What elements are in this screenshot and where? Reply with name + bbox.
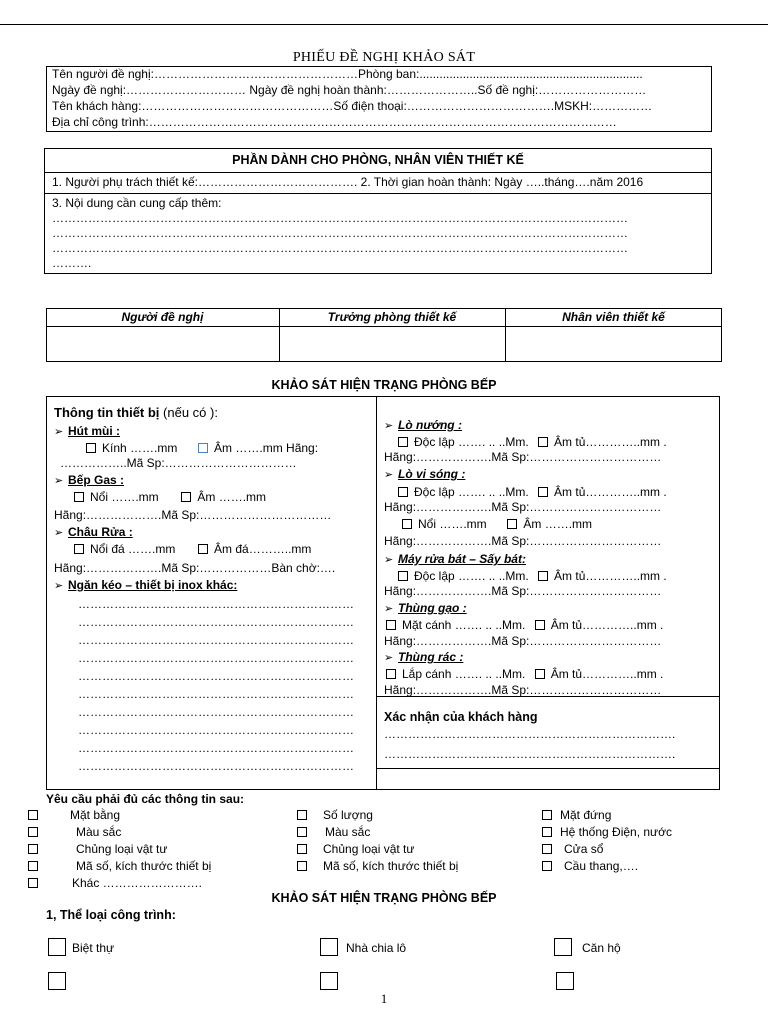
signature-header-rule <box>46 326 722 327</box>
building-extra-checkbox-1[interactable] <box>48 972 66 990</box>
design-dots-1: ……………………………………………………………………………………………………………………………… <box>52 211 628 225</box>
lo-nuong-doclap-checkbox[interactable] <box>398 437 408 447</box>
hut-mui-kinh-checkbox[interactable] <box>86 443 96 453</box>
survey-bottom-rule <box>376 768 720 769</box>
thung-gao-amtu-label: Âm tủ…………..mm . <box>550 618 664 632</box>
req-col1-item <box>28 842 211 859</box>
lo-nuong-amtu-checkbox[interactable] <box>538 437 548 447</box>
customer-confirm-dots-1: ………………………………………………………………. <box>384 727 676 741</box>
thung-rac-heading <box>384 650 463 665</box>
requirements-col2 <box>297 808 458 876</box>
bep-gas-noi-label: Nổi …….mm <box>90 490 159 504</box>
lo-vi-song-label: Lò vi sóng : <box>398 467 466 481</box>
arrow-icon: ➢ <box>384 469 394 481</box>
lo-nuong-label: Lò nướng : <box>398 418 462 432</box>
lo-vi-song-noi-checkbox[interactable] <box>402 519 412 529</box>
lo-nuong-heading <box>384 418 462 433</box>
top-rule <box>0 24 768 25</box>
page-number: 1 <box>380 991 388 1006</box>
lo-vi-song-amtu-checkbox[interactable] <box>538 487 548 497</box>
req-col2-item <box>297 842 458 859</box>
ngan-keo-dots-3: …………………………………………………………… <box>78 633 354 647</box>
may-rua-bat-amtu-checkbox[interactable] <box>538 571 548 581</box>
ngan-keo-heading <box>54 578 237 593</box>
building-extra-checkbox-3[interactable] <box>556 972 574 990</box>
hut-mui-code: ……………..Mã Sp:…………………………… <box>60 456 297 470</box>
equipment-info-title-text: Thông tin thiết bị <box>54 405 160 420</box>
lo-vi-song-doclap-checkbox[interactable] <box>398 487 408 497</box>
chau-rua-noi-label: Nổi đá …….mm <box>90 542 176 556</box>
thung-rac-lapcanh-label: Lắp cánh ……. .. ..Mm. <box>402 667 526 681</box>
building-villa-label: Biệt thự <box>72 941 115 955</box>
ngan-keo-dots-1: …………………………………………………………… <box>78 597 354 611</box>
design-dots-4: ………. <box>52 256 92 270</box>
bep-gas-heading <box>54 473 124 488</box>
lo-vi-song-brand-2: Hãng:……………….Mã Sp:…………………………… <box>384 534 662 548</box>
req-label: Mã số, kích thước thiết bị <box>323 859 459 873</box>
thung-rac-brand: Hãng:……………….Mã Sp:…………………………… <box>384 683 662 697</box>
chau-rua-am-label: Âm đá………..mm <box>214 542 312 556</box>
req-checkbox[interactable] <box>297 810 307 820</box>
bep-gas-brand: Hãng:……………….Mã Sp:…………………………… <box>54 508 332 522</box>
ngan-keo-label: Ngăn kéo – thiết bị inox khác: <box>68 578 238 592</box>
req-col1-item <box>28 859 211 876</box>
lo-nuong-options <box>398 435 667 449</box>
requirements-col3 <box>542 808 672 876</box>
req-label: Chủng loại vật tư <box>323 842 415 856</box>
lo-vi-song-am-label: Âm …….mm <box>523 517 593 531</box>
may-rua-bat-doclap-checkbox[interactable] <box>398 571 408 581</box>
design-dots-3: ……………………………………………………………………………………………………………………………… <box>52 241 628 255</box>
survey-heading-2: KHẢO SÁT HIỆN TRẠNG PHÒNG BẾP <box>271 891 497 905</box>
arrow-icon: ➢ <box>384 554 394 566</box>
may-rua-bat-heading <box>384 552 526 567</box>
design-rule-2 <box>44 193 712 194</box>
customer-confirm-dots-2: ………………………………………………………………. <box>384 747 676 761</box>
req-checkbox[interactable] <box>542 861 552 871</box>
req-col1-item <box>28 808 211 825</box>
hut-mui-options <box>86 441 318 455</box>
req-checkbox[interactable] <box>28 861 38 871</box>
design-item3: 3. Nội dung cần cung cấp thêm: <box>52 196 222 210</box>
req-label: Màu sắc <box>325 825 371 839</box>
equipment-info-title <box>54 405 218 420</box>
building-extra-checkbox-2[interactable] <box>320 972 338 990</box>
req-label: Màu sắc <box>76 825 122 839</box>
lo-vi-song-brand: Hãng:……………….Mã Sp:…………………………… <box>384 500 662 514</box>
chau-rua-am-checkbox[interactable] <box>198 544 208 554</box>
chau-rua-brand: Hãng:……………….Mã Sp:………………Bàn chờ:…. <box>54 561 336 575</box>
ngan-keo-dots-6: …………………………………………………………… <box>78 687 354 701</box>
may-rua-bat-label: Máy rửa bát – Sấy bát: <box>398 552 526 566</box>
req-checkbox[interactable] <box>28 827 38 837</box>
may-rua-bat-doclap-label: Độc lập ……. .. ..Mm. <box>414 569 529 583</box>
requirements-heading: Yêu cầu phải đủ các thông tin sau: <box>46 792 245 806</box>
lo-vi-song-doclap-label: Độc lập ……. .. ..Mm. <box>414 485 529 499</box>
design-section-heading: PHẦN DÀNH CHO PHÒNG, NHÂN VIÊN THIẾT KẾ <box>232 153 524 167</box>
arrow-icon: ➢ <box>54 580 64 592</box>
building-townhouse-checkbox[interactable] <box>320 938 338 956</box>
lo-vi-song-noi-am <box>402 517 592 531</box>
arrow-icon: ➢ <box>384 652 394 664</box>
design-dots-2: ……………………………………………………………………………………………………………………………… <box>52 226 628 240</box>
chau-rua-label: Châu Rửa : <box>68 525 133 539</box>
thung-gao-matcanh-label: Mặt cánh ……. .. ..Mm. <box>402 618 526 632</box>
building-type-label: 1, Thể loại công trình: <box>46 908 176 922</box>
request-info-line1: Tên người đề nghị:……………………………………………Phòng ban:................................................................... <box>52 67 643 81</box>
arrow-icon: ➢ <box>54 475 64 487</box>
request-info-line3: Tên khách hàng:…………………………………………Số điện thoại:……………………………….MSKH:…………… <box>52 99 653 113</box>
thung-gao-amtu-checkbox[interactable] <box>535 620 545 630</box>
req-checkbox[interactable] <box>542 827 552 837</box>
req-col3-item <box>542 808 672 825</box>
req-checkbox[interactable] <box>542 810 552 820</box>
arrow-icon: ➢ <box>384 420 394 432</box>
req-col1-item <box>28 825 211 842</box>
bep-gas-options <box>74 490 266 504</box>
thung-rac-amtu-label: Âm tủ…………..mm . <box>550 667 664 681</box>
customer-confirm-label: Xác nhận của khách hàng <box>384 710 538 724</box>
req-label: Cầu thang,…. <box>564 859 639 873</box>
ngan-keo-dots-8: …………………………………………………………… <box>78 723 354 737</box>
building-townhouse-label: Nhà chia lô <box>346 941 407 955</box>
building-villa-checkbox[interactable] <box>48 938 66 956</box>
thung-rac-options <box>386 667 663 681</box>
req-checkbox[interactable] <box>28 878 38 888</box>
bep-gas-label: Bếp Gas : <box>68 473 125 487</box>
request-info-line4: Địa chỉ công trình:……………………………………………………………………………………………………… <box>52 115 617 129</box>
lo-vi-song-am-checkbox[interactable] <box>507 519 517 529</box>
lo-vi-song-amtu-label: Âm tủ…………..mm . <box>554 485 667 499</box>
hut-mui-kinh-label: Kính …….mm <box>102 441 178 455</box>
req-label: Mặt bằng <box>70 808 121 822</box>
chau-rua-heading <box>54 525 133 540</box>
req-checkbox[interactable] <box>542 844 552 854</box>
ngan-keo-dots-2: …………………………………………………………… <box>78 615 354 629</box>
bep-gas-noi-checkbox[interactable] <box>74 492 84 502</box>
req-label: Mã số, kích thước thiết bị <box>76 859 212 873</box>
signature-col-requester: Người đề nghị <box>121 310 204 324</box>
page-title: PHIẾU ĐỀ NGHỊ KHẢO SÁT <box>292 50 476 65</box>
req-label: Số lượng <box>323 808 373 822</box>
req-checkbox[interactable] <box>297 861 307 871</box>
ngan-keo-dots-4: …………………………………………………………… <box>78 651 354 665</box>
thung-rac-label: Thùng rác : <box>398 650 464 664</box>
req-col2-item <box>297 859 458 876</box>
hut-mui-am-checkbox[interactable] <box>198 443 208 453</box>
req-label: Mặt đứng <box>560 808 612 822</box>
chau-rua-noi-checkbox[interactable] <box>74 544 84 554</box>
arrow-icon: ➢ <box>384 603 394 615</box>
thung-rac-lapcanh-checkbox[interactable] <box>386 669 396 679</box>
design-rule-1 <box>44 172 712 173</box>
equipment-info-title-suffix: (nếu có ): <box>163 405 218 420</box>
req-checkbox[interactable] <box>28 844 38 854</box>
req-checkbox[interactable] <box>297 827 307 837</box>
lo-nuong-brand: Hãng:……………….Mã Sp:…………………………… <box>384 450 662 464</box>
may-rua-bat-brand: Hãng:……………….Mã Sp:…………………………… <box>384 584 662 598</box>
lo-vi-song-options <box>398 485 667 499</box>
req-label: Khác ……………………. <box>72 876 203 890</box>
arrow-icon: ➢ <box>54 527 64 539</box>
req-label: Chủng loại vật tư <box>76 842 168 856</box>
request-info-line2: Ngày đề nghị:………………………… Ngày đề nghị hoàn thành:…………………..Số đề nghị:……………………… <box>52 83 647 97</box>
thung-gao-heading <box>384 601 467 616</box>
req-col3-item <box>542 859 672 876</box>
req-label: Hệ thống Điện, nước <box>560 825 672 839</box>
thung-gao-matcanh-checkbox[interactable] <box>386 620 396 630</box>
signature-col-head: Trưởng phòng thiết kế <box>327 310 457 324</box>
chau-rua-options <box>74 542 311 556</box>
survey-divider <box>376 396 377 790</box>
signature-col-designer: Nhân viên thiết kế <box>562 310 665 324</box>
req-col3-item <box>542 842 672 859</box>
bep-gas-am-checkbox[interactable] <box>181 492 191 502</box>
req-label: Cửa sổ <box>564 842 604 856</box>
requirements-col1 <box>28 808 211 893</box>
bep-gas-am-label: Âm …….mm <box>197 490 267 504</box>
lo-nuong-doclap-label: Độc lập ……. .. ..Mm. <box>414 435 529 449</box>
thung-gao-brand: Hãng:……………….Mã Sp:…………………………… <box>384 634 662 648</box>
thung-rac-amtu-checkbox[interactable] <box>535 669 545 679</box>
lo-nuong-amtu-label: Âm tủ…………..mm . <box>554 435 667 449</box>
ngan-keo-dots-10: …………………………………………………………… <box>78 759 354 773</box>
building-apartment-label: Căn hộ <box>582 941 621 955</box>
building-apartment-checkbox[interactable] <box>554 938 572 956</box>
req-col2-item <box>297 808 458 825</box>
ngan-keo-dots-7: …………………………………………………………… <box>78 705 354 719</box>
lo-vi-song-noi-label: Nổi …….mm <box>418 517 487 531</box>
req-checkbox[interactable] <box>28 810 38 820</box>
hut-mui-label: Hút mùi : <box>68 424 120 438</box>
ngan-keo-dots-5: …………………………………………………………… <box>78 669 354 683</box>
hut-mui-am-label: Âm …….mm Hãng: <box>214 441 319 455</box>
ngan-keo-dots-9: …………………………………………………………… <box>78 741 354 755</box>
req-checkbox[interactable] <box>297 844 307 854</box>
may-rua-bat-amtu-label: Âm tủ…………..mm . <box>554 569 667 583</box>
thung-gao-options <box>386 618 663 632</box>
hut-mui-heading <box>54 424 120 439</box>
survey-heading: KHẢO SÁT HIỆN TRẠNG PHÒNG BẾP <box>271 378 497 392</box>
arrow-icon: ➢ <box>54 426 64 438</box>
design-item1: 1. Người phụ trách thiết kế:…………………………………. 2. Thời gian hoàn thành: Ngày …..tháng….năm 2016 <box>52 175 644 189</box>
may-rua-bat-options <box>398 569 667 583</box>
lo-vi-song-heading <box>384 467 465 482</box>
req-col3-item <box>542 825 672 842</box>
req-col2-item <box>297 825 458 842</box>
thung-gao-label: Thùng gạo : <box>398 601 467 615</box>
